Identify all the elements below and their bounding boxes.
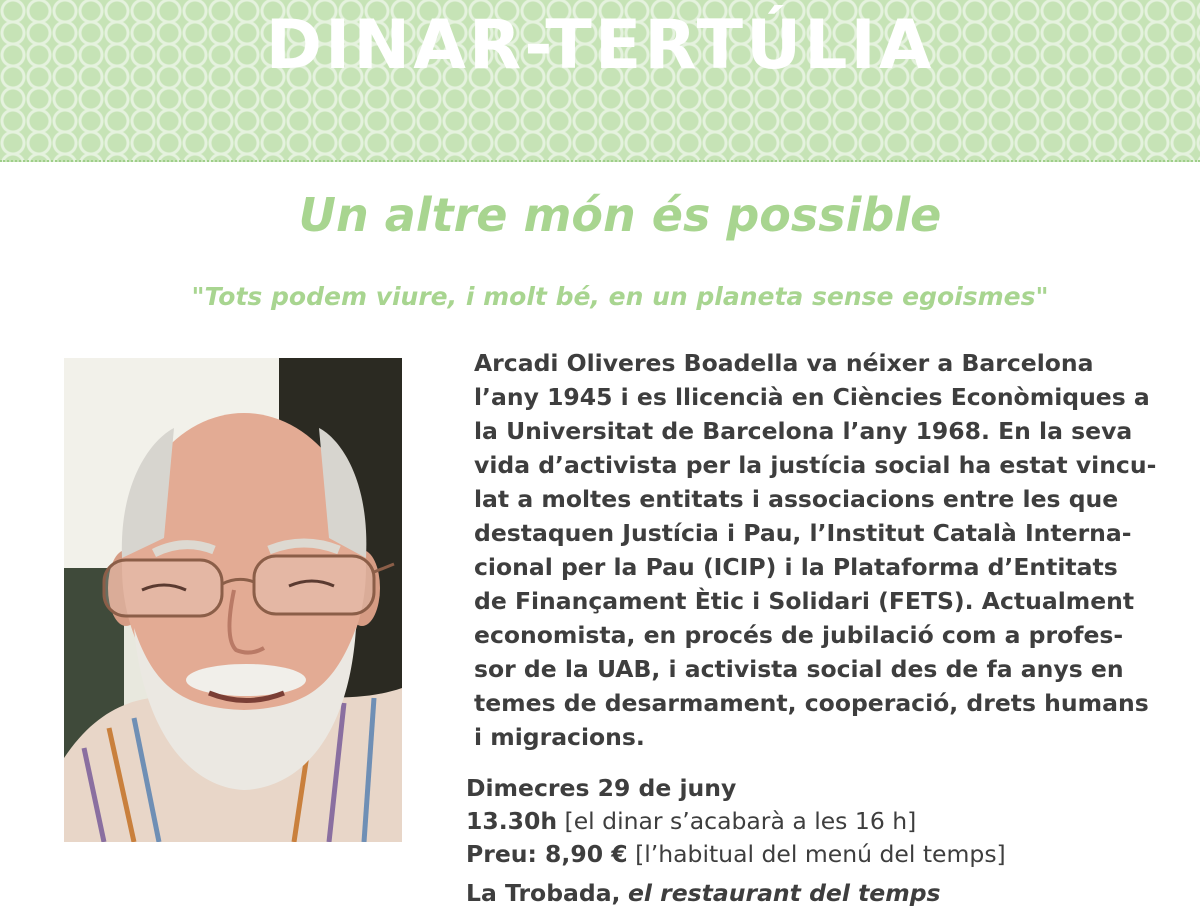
event-quote: "Tots podem viure, i molt bé, en un planeta sense egoismes": [191, 282, 1049, 311]
bio-line: vida d’activista per la justícia social ha estat vincu-: [474, 451, 1157, 479]
bio-line: la Universitat de Barcelona l’any 1968. En la seva: [474, 417, 1133, 445]
event-price-row: [466, 838, 1166, 871]
event-price: Preu: 8,90 €: [466, 840, 628, 868]
bio-line: cional per la Pau (ICIP) i la Plataforma d’Entitats: [474, 553, 1118, 581]
event-date: Dimecres 29 de juny: [466, 774, 737, 802]
bio-line: economista, en procés de jubilació com a profes-: [474, 621, 1124, 649]
bio-line: de Finançament Ètic i Solidari (FETS). Actualment: [474, 587, 1135, 615]
event-venue-row: [466, 877, 1166, 910]
bio-line: l’any 1945 i es llicencià en Ciències Econòmiques a: [474, 383, 1150, 411]
bio-line: i migracions.: [474, 723, 645, 751]
event-time-row: [466, 805, 1166, 838]
bio-line: temes de desarmament, cooperació, drets humans: [474, 689, 1149, 717]
event-time: 13.30h: [466, 807, 558, 835]
event-venue: La Trobada,: [466, 879, 621, 907]
event-venue-italic: el restaurant del temps: [627, 879, 941, 907]
event-details: [466, 772, 1166, 910]
page-title: DINAR-TERTÚLIA: [265, 6, 935, 85]
speaker-photo: [64, 358, 402, 842]
speaker-bio: [474, 346, 1157, 754]
event-price-note: [l’habitual del menú del temps]: [635, 840, 1006, 868]
bio-line: Arcadi Oliveres Boadella va néixer a Barcelona: [474, 349, 1094, 377]
event-subtitle: Un altre món és possible: [298, 188, 942, 242]
header-banner: [0, 0, 1200, 162]
bio-line: lat a moltes entitats i associacions entre les que: [474, 485, 1119, 513]
bio-line: sor de la UAB, i activista social des de fa anys en: [474, 655, 1124, 683]
event-time-note: [el dinar s’acabarà a les 16 h]: [564, 807, 917, 835]
bio-line: destaquen Justícia i Pau, l’Institut Català Interna-: [474, 519, 1132, 547]
